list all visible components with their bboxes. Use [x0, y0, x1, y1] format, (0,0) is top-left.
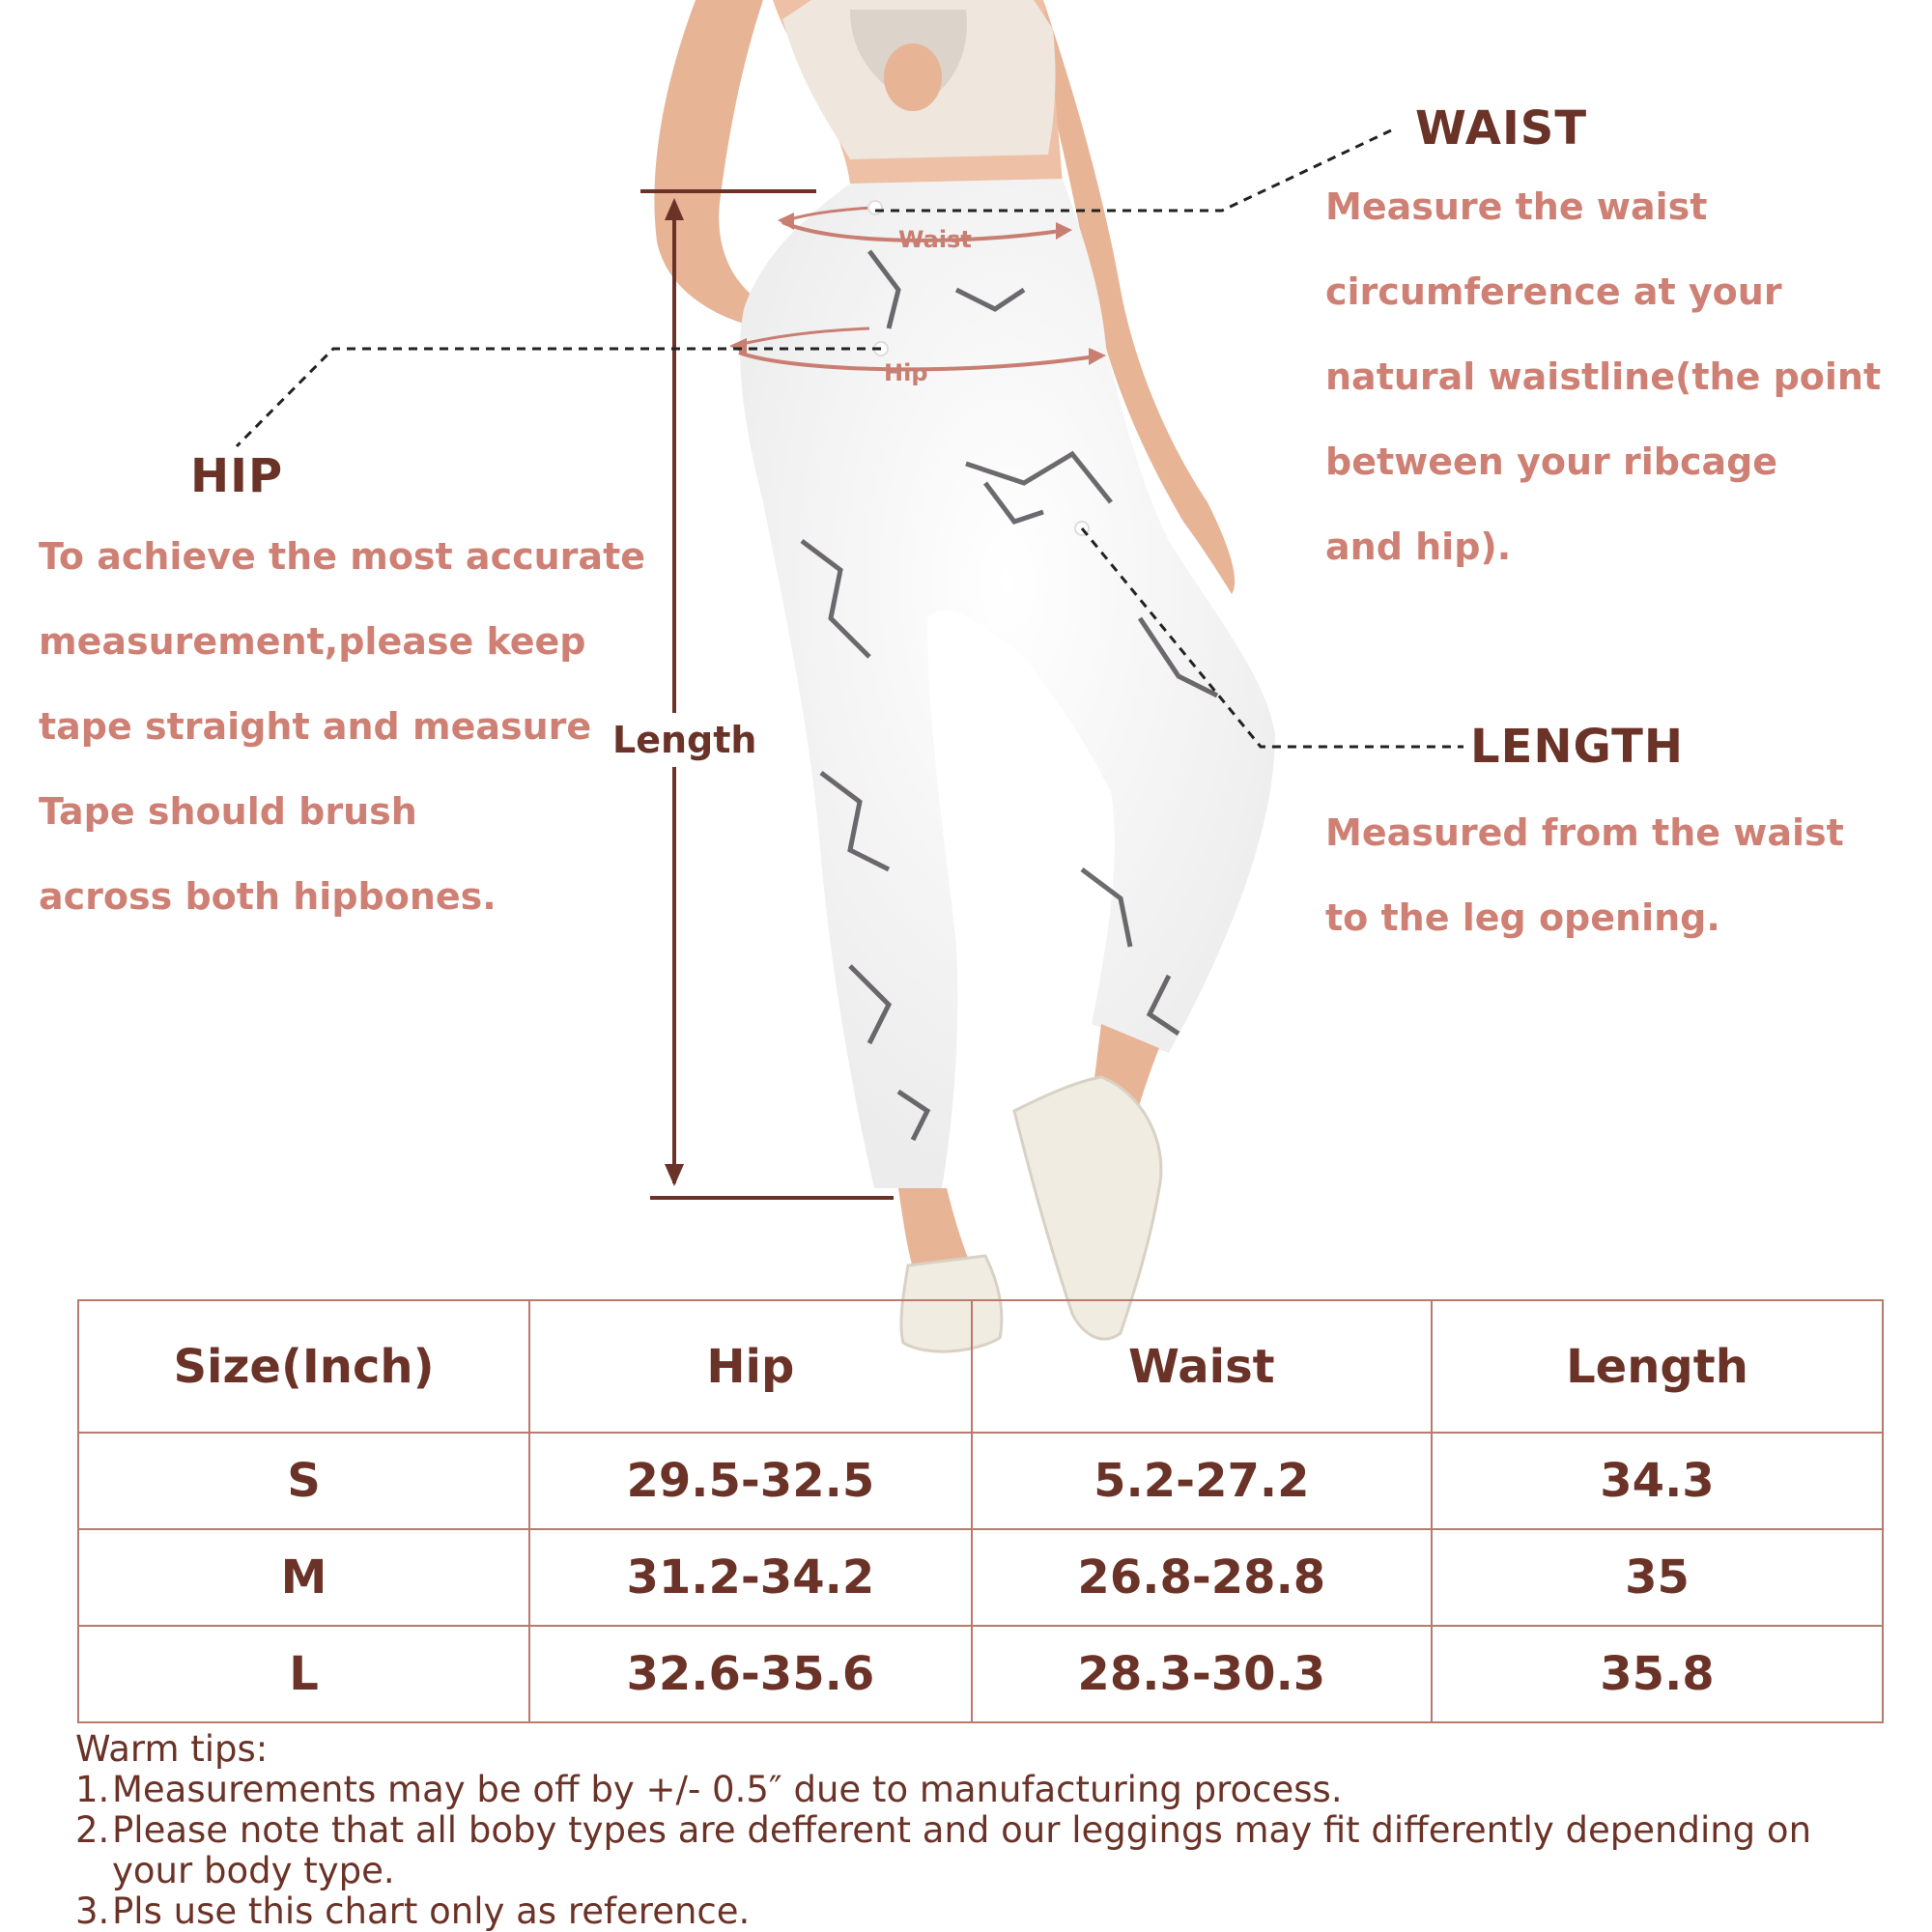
length-line: Measured from the waist — [1325, 811, 1844, 854]
table-header-row — [78, 1300, 1883, 1433]
cell-hip: 32.6-35.6 — [529, 1626, 972, 1722]
waist-tag: Waist — [898, 226, 972, 253]
hip-line: across both hipbones. — [39, 875, 497, 918]
cell-size: L — [78, 1626, 529, 1722]
size-table-container — [77, 1299, 1884, 1723]
header-waist: Waist — [972, 1300, 1432, 1433]
cell-waist: 5.2-27.2 — [972, 1433, 1432, 1529]
hip-line: Tape should brush — [39, 790, 417, 833]
table-row — [78, 1433, 1883, 1529]
hip-line: To achieve the most accurate — [39, 535, 646, 578]
waist-line: natural waistline(the point — [1325, 355, 1882, 398]
hip-tag: Hip — [884, 359, 928, 386]
tips-title: Warm tips: — [75, 1728, 269, 1770]
tip-item — [75, 1770, 1911, 1810]
tip-continuation: your body type. — [112, 1850, 395, 1891]
cell-waist: 26.8-28.8 — [972, 1529, 1432, 1626]
tip-item — [75, 1810, 1911, 1851]
tip-text: Pls use this chart only as reference. — [112, 1890, 751, 1932]
tip-number: 2. — [75, 1809, 110, 1851]
waist-line: Measure the waist — [1325, 185, 1708, 228]
waist-line: between your ribcage — [1325, 440, 1778, 483]
tip-number: 3. — [75, 1890, 110, 1932]
length-description — [1325, 790, 1844, 960]
tip-text: Please note that all boby types are defferent and our leggings may fit differently depending on — [112, 1809, 1812, 1851]
table-row — [78, 1626, 1883, 1722]
cell-length: 34.3 — [1432, 1433, 1883, 1529]
tip-text: Measurements may be off by +/- 0.5″ due to manufacturing process. — [112, 1769, 1343, 1810]
cell-waist: 28.3-30.3 — [972, 1626, 1432, 1722]
waist-line: circumference at your — [1325, 270, 1782, 313]
length-title: LENGTH — [1470, 720, 1685, 774]
cell-hip: 31.2-34.2 — [529, 1529, 972, 1626]
left-arm — [654, 0, 773, 328]
cell-length: 35.8 — [1432, 1626, 1883, 1722]
table-row — [78, 1529, 1883, 1626]
waist-title: WAIST — [1415, 101, 1588, 156]
cell-size: S — [78, 1433, 529, 1529]
cell-size: M — [78, 1529, 529, 1626]
hip-line: measurement,please keep — [39, 620, 586, 663]
size-table — [77, 1299, 1884, 1723]
hip-title: HIP — [190, 449, 284, 503]
hip-description — [39, 514, 645, 939]
cell-length: 35 — [1432, 1529, 1883, 1626]
tip-number: 1. — [75, 1769, 110, 1810]
header-length: Length — [1432, 1300, 1883, 1433]
length-line: to the leg opening. — [1325, 896, 1720, 939]
waist-line: and hip). — [1325, 526, 1512, 568]
header-hip: Hip — [529, 1300, 972, 1433]
tip-item — [75, 1891, 1911, 1932]
cell-hip: 29.5-32.5 — [529, 1433, 972, 1529]
waist-description — [1325, 164, 1881, 589]
header-size: Size(Inch) — [78, 1300, 529, 1433]
warm-tips — [75, 1729, 1911, 1932]
length-arrow-label: Length — [611, 713, 758, 767]
hip-line: tape straight and measure — [39, 705, 592, 748]
